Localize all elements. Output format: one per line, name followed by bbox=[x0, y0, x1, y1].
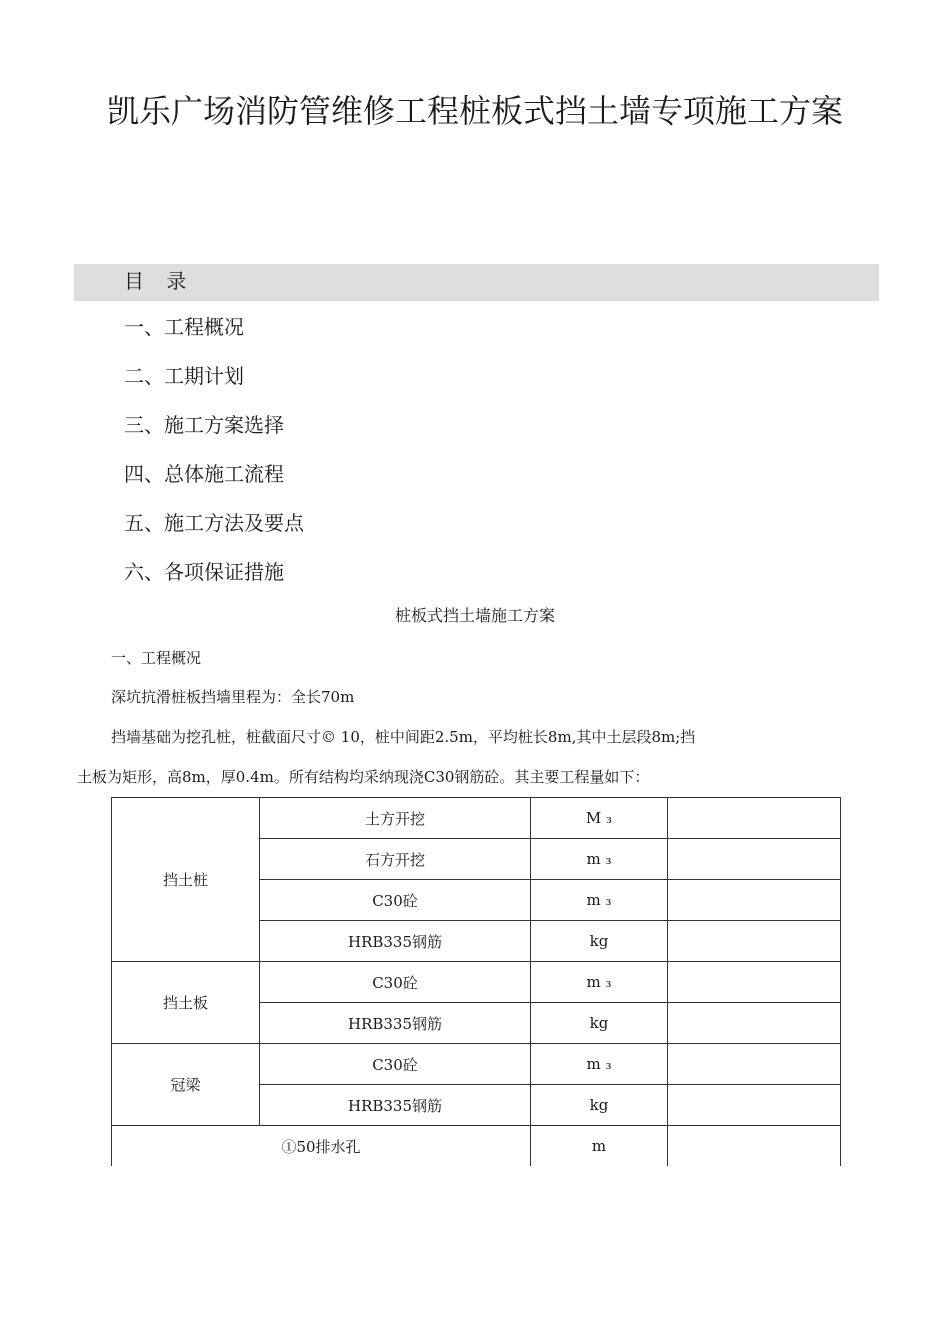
item-cell: ①50排水孔 bbox=[112, 1126, 531, 1167]
unit-cell: m ₃ bbox=[531, 839, 668, 880]
toc-heading: 目 录 bbox=[124, 269, 195, 293]
quantity-cell bbox=[668, 962, 841, 1003]
unit-cell: kg bbox=[531, 1003, 668, 1044]
quantity-cell bbox=[668, 839, 841, 880]
group-name-cell: 冠梁 bbox=[112, 1044, 260, 1126]
section-heading: 一、工程概况 bbox=[111, 649, 202, 667]
table-row bbox=[112, 1044, 841, 1085]
quantity-cell bbox=[668, 1003, 841, 1044]
item-cell: HRB335钢筋 bbox=[260, 1085, 531, 1126]
table-row bbox=[112, 798, 841, 839]
group-name-cell: 挡土桩 bbox=[112, 798, 260, 962]
unit-cell: m bbox=[531, 1126, 668, 1167]
unit-cell: m ₃ bbox=[531, 880, 668, 921]
paragraph: 挡墙基础为挖孔桩，桩截面尺寸© 10，桩中间距2.5m，平均桩长8m,其中土层段8m;挡 bbox=[111, 728, 696, 746]
item-cell: C30砼 bbox=[260, 962, 531, 1003]
quantity-cell bbox=[668, 1126, 841, 1167]
quantity-table bbox=[111, 797, 841, 1166]
unit-cell: m ₃ bbox=[531, 1044, 668, 1085]
item-cell: HRB335钢筋 bbox=[260, 921, 531, 962]
toc-item[interactable]: 一、工程概况 bbox=[124, 315, 244, 339]
unit-cell: kg bbox=[531, 1085, 668, 1126]
item-cell: C30砼 bbox=[260, 880, 531, 921]
toc-item[interactable]: 二、工期计划 bbox=[124, 364, 244, 388]
item-cell: 石方开挖 bbox=[260, 839, 531, 880]
quantity-cell bbox=[668, 880, 841, 921]
item-cell: C30砼 bbox=[260, 1044, 531, 1085]
table-row bbox=[112, 1126, 841, 1167]
paragraph: 深坑抗滑桩板挡墙里程为：全长70m bbox=[111, 688, 355, 706]
unit-cell: M ₃ bbox=[531, 798, 668, 839]
document-title: 凯乐广场消防管维修工程桩板式挡土墙专项施工方案 bbox=[106, 92, 843, 130]
toc-item[interactable]: 五、施工方法及要点 bbox=[124, 511, 304, 535]
toc-item[interactable]: 三、施工方案选择 bbox=[124, 413, 284, 437]
table-row bbox=[112, 962, 841, 1003]
quantity-cell bbox=[668, 798, 841, 839]
toc-item[interactable]: 六、各项保证措施 bbox=[124, 560, 284, 584]
quantity-cell bbox=[668, 1044, 841, 1085]
quantity-cell bbox=[668, 1085, 841, 1126]
item-cell: HRB335钢筋 bbox=[260, 1003, 531, 1044]
quantity-cell bbox=[668, 921, 841, 962]
item-cell: 土方开挖 bbox=[260, 798, 531, 839]
group-name-cell: 挡土板 bbox=[112, 962, 260, 1044]
toc-list bbox=[124, 311, 304, 605]
toc-heading-bar bbox=[74, 264, 879, 301]
paragraph: 土板为矩形，高8m，厚0.4m。所有结构均采纳现浇C30钢筋砼。其主要工程量如下： bbox=[77, 768, 650, 786]
unit-cell: kg bbox=[531, 921, 668, 962]
unit-cell: m ₃ bbox=[531, 962, 668, 1003]
section-title: 桩板式挡土墙施工方案 bbox=[394, 606, 555, 625]
toc-item[interactable]: 四、总体施工流程 bbox=[124, 462, 284, 486]
